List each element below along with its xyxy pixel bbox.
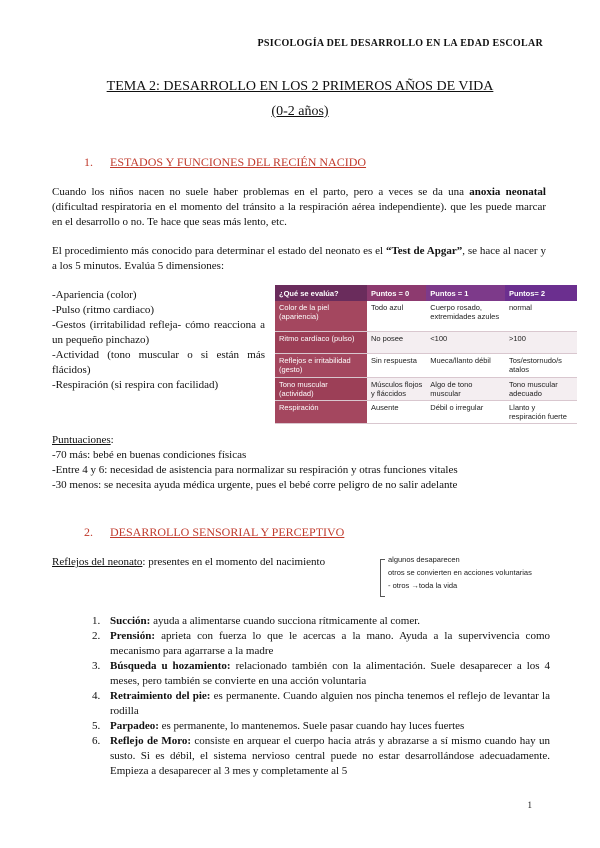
scores-heading [52, 433, 552, 448]
apgar-cell: Algo de tono muscular [426, 377, 505, 400]
dimension-item: -Actividad (tono muscular o si están más flácidos) [52, 349, 265, 376]
apgar-row-label: Reflejos e irritabilidad (gesto) [275, 353, 367, 377]
reflex-description: es permanente, lo mantenemos. Suele pasar cuando hay luces fuertes [158, 720, 465, 732]
section-2-label: DESARROLLO SENSORIAL Y PERCEPTIVO [110, 525, 345, 539]
reflexes-text: : presentes en el momento del nacimiento [142, 556, 326, 568]
reflex-number: 3. [92, 660, 101, 672]
apgar-table [275, 285, 577, 424]
apgar-row [275, 377, 577, 400]
page-number: 1 [527, 800, 532, 810]
reflex-list [92, 614, 550, 779]
section-2-number: 2. [84, 525, 93, 539]
reflex-description: ayuda a alimentarse cuando succiona rítmicamente al comer. [150, 615, 421, 627]
reflexes-note: - otros →toda la vida [388, 581, 458, 590]
apgar-row-label: Respiración [275, 400, 367, 423]
apgar-cell: >100 [505, 331, 577, 353]
reflex-number: 2. [92, 630, 101, 642]
score-item: -30 menos: se necesita ayuda médica urgente, pues el bebé corre peligro de no salir adelante [52, 479, 458, 491]
reflex-number: 1. [92, 615, 101, 627]
apgar-header-cell: Puntos= 2 [505, 285, 577, 301]
brace-bracket [380, 559, 385, 597]
dimension-item: -Gestos (irritabilidad refleja- cómo reacciona a un pequeño pinchazo) [52, 319, 265, 346]
anoxia-term: anoxia neonatal [469, 186, 546, 198]
apgar-header-cell: ¿Qué se evalúa? [275, 285, 367, 301]
apgar-cell: Ausente [367, 400, 426, 423]
reflexes-intro [52, 555, 325, 570]
paragraph-apgar-text-c: , se hace al nacer y a los 5 minutos. Evalúa 5 dimensiones: [52, 245, 546, 272]
apgar-row-label: Tono muscular (actividad) [275, 377, 367, 400]
apgar-header-row [275, 285, 577, 301]
section-1-number: 1. [84, 155, 93, 169]
apgar-row [275, 301, 577, 331]
paragraph-anoxia-text-a: Cuando los niños nacen no suele haber problemas en el parto, pero a veces se da una [52, 186, 470, 198]
section-1-heading [84, 155, 366, 170]
scores-label: Puntuaciones [52, 434, 111, 446]
apgar-cell: <100 [426, 331, 505, 353]
paragraph-apgar-text-a: El procedimiento más conocido para determinar el estado del neonato es el [52, 245, 386, 257]
reflexes-label: Reflejos del neonato [52, 556, 143, 568]
reflex-number: 6. [92, 735, 101, 747]
apgar-row [275, 353, 577, 377]
reflexes-note: algunos desaparecen [388, 555, 460, 564]
reflex-item [92, 734, 550, 779]
dimensions-list [52, 288, 265, 393]
apgar-cell: Tono muscular adecuado [505, 377, 577, 400]
apgar-term: “Test de Apgar” [385, 245, 463, 257]
reflex-item [92, 689, 550, 719]
reflex-term: Reflejo de Moro: [110, 735, 192, 747]
reflex-term: Succión: [110, 615, 151, 627]
score-item: -70 más: bebé en buenas condiciones físicas [52, 449, 247, 461]
reflex-item [92, 719, 550, 734]
scores-colon: : [110, 434, 114, 446]
reflex-item [92, 659, 550, 689]
page-subtitle: (0-2 años) [271, 104, 329, 119]
apgar-cell: normal [505, 301, 577, 331]
reflex-number: 5. [92, 720, 101, 732]
reflex-term: Prensión: [110, 630, 156, 642]
section-1-label: ESTADOS Y FUNCIONES DEL RECIÉN NACIDO [110, 155, 367, 169]
apgar-cell: No posee [367, 331, 426, 353]
score-item: -Entre 4 y 6: necesidad de asistencia para normalizar su respiración y otras funciones vitales [52, 464, 458, 476]
apgar-row-label: Ritmo cardíaco (pulso) [275, 331, 367, 353]
apgar-cell: Cuerpo rosado, extremidades azules [426, 301, 505, 331]
paragraph-anoxia [52, 185, 546, 230]
reflexes-notes [388, 553, 532, 592]
reflexes-note: otros se convierten en acciones voluntarias [388, 568, 532, 577]
apgar-cell: Sin respuesta [367, 353, 426, 377]
page-title: TEMA 2: DESARROLLO EN LOS 2 PRIMEROS AÑOS DE VIDA [106, 79, 494, 94]
page-header: PSICOLOGÍA DEL DESARROLLO EN LA EDAD ESCOLAR [257, 38, 543, 49]
apgar-header-cell: Puntos = 0 [367, 285, 426, 301]
reflex-description: es permanente. Cuando alguien nos pincha tenemos el reflejo de levantar la rodilla [110, 690, 550, 717]
apgar-cell: Mueca/llanto débil [426, 353, 505, 377]
apgar-cell: Llanto y respiración fuerte [505, 400, 577, 423]
dimension-item: -Respiración (si respira con facilidad) [52, 379, 219, 391]
reflex-number: 4. [92, 690, 101, 702]
reflex-description: aprieta con fuerza lo que le acercas a la mano. Ayuda a la supervivencia como mecanismo para agarrarse a la madre [110, 630, 550, 657]
apgar-cell: Todo azul [367, 301, 426, 331]
apgar-row [275, 331, 577, 353]
apgar-row [275, 400, 577, 423]
reflex-description: consiste en arquear el cuerpo hacia atrás y abrazarse a sí mismo cuando hay un susto. Si es débil, el sistema nervioso central puede no estar desarrollándose adecuadamente. Empieza a desaparecer al 3 mes y completamente al 5 [110, 735, 550, 777]
paragraph-apgar [52, 244, 546, 274]
dimension-item: -Pulso (ritmo cardiaco) [52, 304, 155, 316]
apgar-cell: Débil o irregular [426, 400, 505, 423]
section-2-heading [84, 525, 344, 540]
paragraph-anoxia-text-c: (dificultad respiratoria en el momento del tránsito a la respiración aérea independiente). que les puede marcar en el desarrollo o no. Te hace que seas más lento, etc. [52, 201, 546, 228]
scores-block [52, 433, 552, 493]
apgar-header-cell: Puntos = 1 [426, 285, 505, 301]
apgar-cell: Tos/estornudo/s atalos [505, 353, 577, 377]
reflex-term: Parpadeo: [110, 720, 159, 732]
apgar-row-label: Color de la piel (apariencia) [275, 301, 367, 331]
reflex-item [92, 614, 550, 629]
reflex-term: Retraimiento del pie: [110, 690, 211, 702]
dimension-item: -Apariencia (color) [52, 289, 137, 301]
reflex-description: relacionado también con la alimentación. Suele desaparecer a los 4 meses, pero también se convierte en una acción voluntaria [110, 660, 550, 687]
apgar-cell: Músculos flojos y fláccidos [367, 377, 426, 400]
reflex-term: Búsqueda u hozamiento: [110, 660, 231, 672]
reflex-item [92, 629, 550, 659]
